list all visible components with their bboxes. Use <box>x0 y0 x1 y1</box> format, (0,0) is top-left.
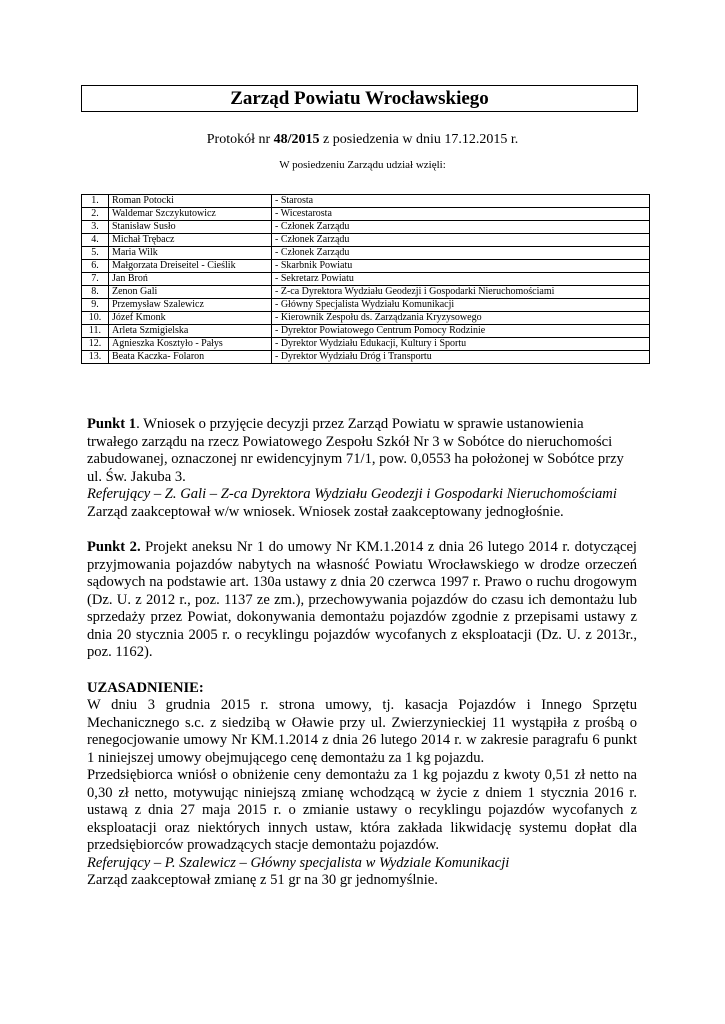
member-role: - Członek Zarządu <box>272 234 650 247</box>
member-role: - Dyrektor Wydziału Edukacji, Kultury i Sportu <box>272 338 650 351</box>
member-number: 13. <box>82 351 109 364</box>
table-row <box>82 195 650 208</box>
punkt1-line1-text: . Wniosek o przyjęcie decyzji przez Zarząd Powiatu w sprawie ustanowienia <box>136 416 584 432</box>
protocol-line <box>0 132 725 148</box>
table-row <box>82 286 650 299</box>
member-name: Stanisław Susło <box>109 221 272 234</box>
spacer <box>87 662 637 680</box>
spacer <box>87 521 637 539</box>
member-number: 9. <box>82 299 109 312</box>
member-number: 11. <box>82 325 109 338</box>
member-name: Maria Wilk <box>109 247 272 260</box>
punkt1-line1 <box>87 416 637 434</box>
table-row <box>82 208 650 221</box>
member-name: Przemysław Szalewicz <box>109 299 272 312</box>
member-role: - Kierownik Zespołu ds. Zarządzania Kryzysowego <box>272 312 650 325</box>
punkt2-referent: Referujący – P. Szalewicz – Główny specjalista w Wydziale Komunikacji <box>87 854 510 871</box>
member-name: Józef Kmonk <box>109 312 272 325</box>
document-title: Zarząd Powiatu Wrocławskiego <box>81 85 638 112</box>
punkt1-label: Punkt 1 <box>87 416 137 432</box>
member-name: Beata Kaczka- Folaron <box>109 351 272 364</box>
table-row <box>82 325 650 338</box>
member-role: - Dyrektor Powiatowego Centrum Pomocy Rodzinie <box>272 325 650 338</box>
member-name: Agnieszka Kosztyło - Pałys <box>109 338 272 351</box>
member-number: 12. <box>82 338 109 351</box>
punkt2-text: Projekt aneksu Nr 1 do umowy Nr KM.1.2014 z dnia 26 lutego 2014 r. dotyczącej przyjmowania pojazdów nabytych na własność Powiatu Wrocławskiego w drodze orzeczeń sądowych na podstawie art. 130a ustawy z dnia 20 czerwca 1997 r. Prawo o ruchu drogowym (Dz. U. z 2012 r., poz. 1137 ze zm.), przechowywania pojazdów do czasu ich demontażu lub sprzedaży przez Powiat, dokonywania demontażu pojazdów zgodnie z przepisami ustawy z dnia 20 stycznia 2005 r. o recyklingu pojazdów wycofanych z eksploatacji (Dz. U. z 2013r., poz. 1162). <box>87 539 637 660</box>
member-number: 10. <box>82 312 109 325</box>
member-role: - Sekretarz Powiatu <box>272 273 650 286</box>
member-name: Małgorzata Dreiseitel - Cieślik <box>109 260 272 273</box>
member-role: - Główny Specjalista Wydziału Komunikacji <box>272 299 650 312</box>
member-number: 7. <box>82 273 109 286</box>
member-number: 1. <box>82 195 109 208</box>
punkt2-decision: Zarząd zaakceptował zmianę z 51 gr na 30 gr jednomyślnie. <box>87 872 438 888</box>
punkt2-paragraph <box>87 539 637 662</box>
member-name: Arleta Szmigielska <box>109 325 272 338</box>
members-table <box>81 194 650 364</box>
member-role: - Z-ca Dyrektora Wydziału Geodezji i Gospodarki Nieruchomościami <box>272 286 650 299</box>
member-number: 4. <box>82 234 109 247</box>
table-row <box>82 247 650 260</box>
member-number: 3. <box>82 221 109 234</box>
table-row <box>82 351 650 364</box>
member-name: Zenon Gali <box>109 286 272 299</box>
member-name: Roman Potocki <box>109 195 272 208</box>
uzasadnienie-para1: W dniu 3 grudnia 2015 r. strona umowy, tj. kasacja Pojazdów i Innego Sprzętu Mechanicznego s.c. z siedzibą w Oławie przy ul. Zwierzynieckiej 11 wystąpiła z prośbą o renegocjowanie umowy Nr KM.1.2014 z dnia 26 lutego 2014 r. w zakresie paragrafu 6 punkt 1 niniejszej umowy obejmującego cenę demontażu za 1 kg pojazdu. <box>87 697 637 766</box>
protocol-number: 48/2015 <box>273 132 320 147</box>
member-role: - Skarbnik Powiatu <box>272 260 650 273</box>
minutes-body <box>87 416 637 890</box>
member-number: 8. <box>82 286 109 299</box>
member-role: - Wicestarosta <box>272 208 650 221</box>
member-name: Jan Broń <box>109 273 272 286</box>
table-row <box>82 234 650 247</box>
table-row <box>82 338 650 351</box>
member-role: - Starosta <box>272 195 650 208</box>
table-row <box>82 260 650 273</box>
punkt1-referent: Referujący – Z. Gali – Z-ca Dyrektora Wydziału Geodezji i Gospodarki Nieruchomościami <box>87 486 617 502</box>
punkt1-line4: ul. Św. Jakuba 3. <box>87 468 186 485</box>
member-number: 2. <box>82 208 109 221</box>
protocol-prefix: Protokół nr <box>206 132 274 147</box>
table-row <box>82 221 650 234</box>
member-role: - Członek Zarządu <box>272 221 650 234</box>
member-role: - Członek Zarządu <box>272 247 650 260</box>
punkt1-line2: trwałego zarządu na rzecz Powiatowego Zespołu Szkół Nr 3 w Sobótce do nieruchomości <box>87 433 613 450</box>
member-number: 6. <box>82 260 109 273</box>
punkt1-line3: zabudowanej, oznaczonej nr ewidencyjnym 71/1, pow. 0,0553 ha położonej w Sobótce przy <box>87 451 624 467</box>
member-name: Waldemar Szczykutowicz <box>109 208 272 221</box>
member-role: - Dyrektor Wydziału Dróg i Transportu <box>272 351 650 364</box>
uzasadnienie-heading-text: UZASADNIENIE: <box>87 679 204 696</box>
table-row <box>82 312 650 325</box>
punkt1-decision: Zarząd zaakceptował w/w wniosek. Wniosek został zaakceptowany jednogłośnie. <box>87 503 564 520</box>
member-name: Michał Trębacz <box>109 234 272 247</box>
punkt2-label: Punkt 2. <box>87 539 141 555</box>
attendance-note: W posiedzeniu Zarządu udział wzięli: <box>279 159 446 171</box>
uzasadnienie-para2: Przedsiębiorca wniósł o obniżenie ceny demontażu za 1 kg pojazdu z kwoty 0,51 zł netto na 0,30 zł netto, motywując niniejszą zmianę wchodzącą w życie z dniem 1 stycznia 2016 r. ustawą z dnia 27 maja 2015 r. o zmianie ustawy o recyklingu pojazdów wycofanych z eksploatacji oraz niektórych innych ustaw, która zakłada likwidację systemu dopłat dla przedsiębiorców prowadzących stacje demontażu pojazdów. <box>87 767 637 853</box>
members-table-body <box>82 195 650 364</box>
uzasadnienie-heading <box>87 680 637 698</box>
member-number: 5. <box>82 247 109 260</box>
table-row <box>82 299 650 312</box>
protocol-suffix: z posiedzenia w dniu 17.12.2015 r. <box>319 132 519 147</box>
table-row <box>82 273 650 286</box>
